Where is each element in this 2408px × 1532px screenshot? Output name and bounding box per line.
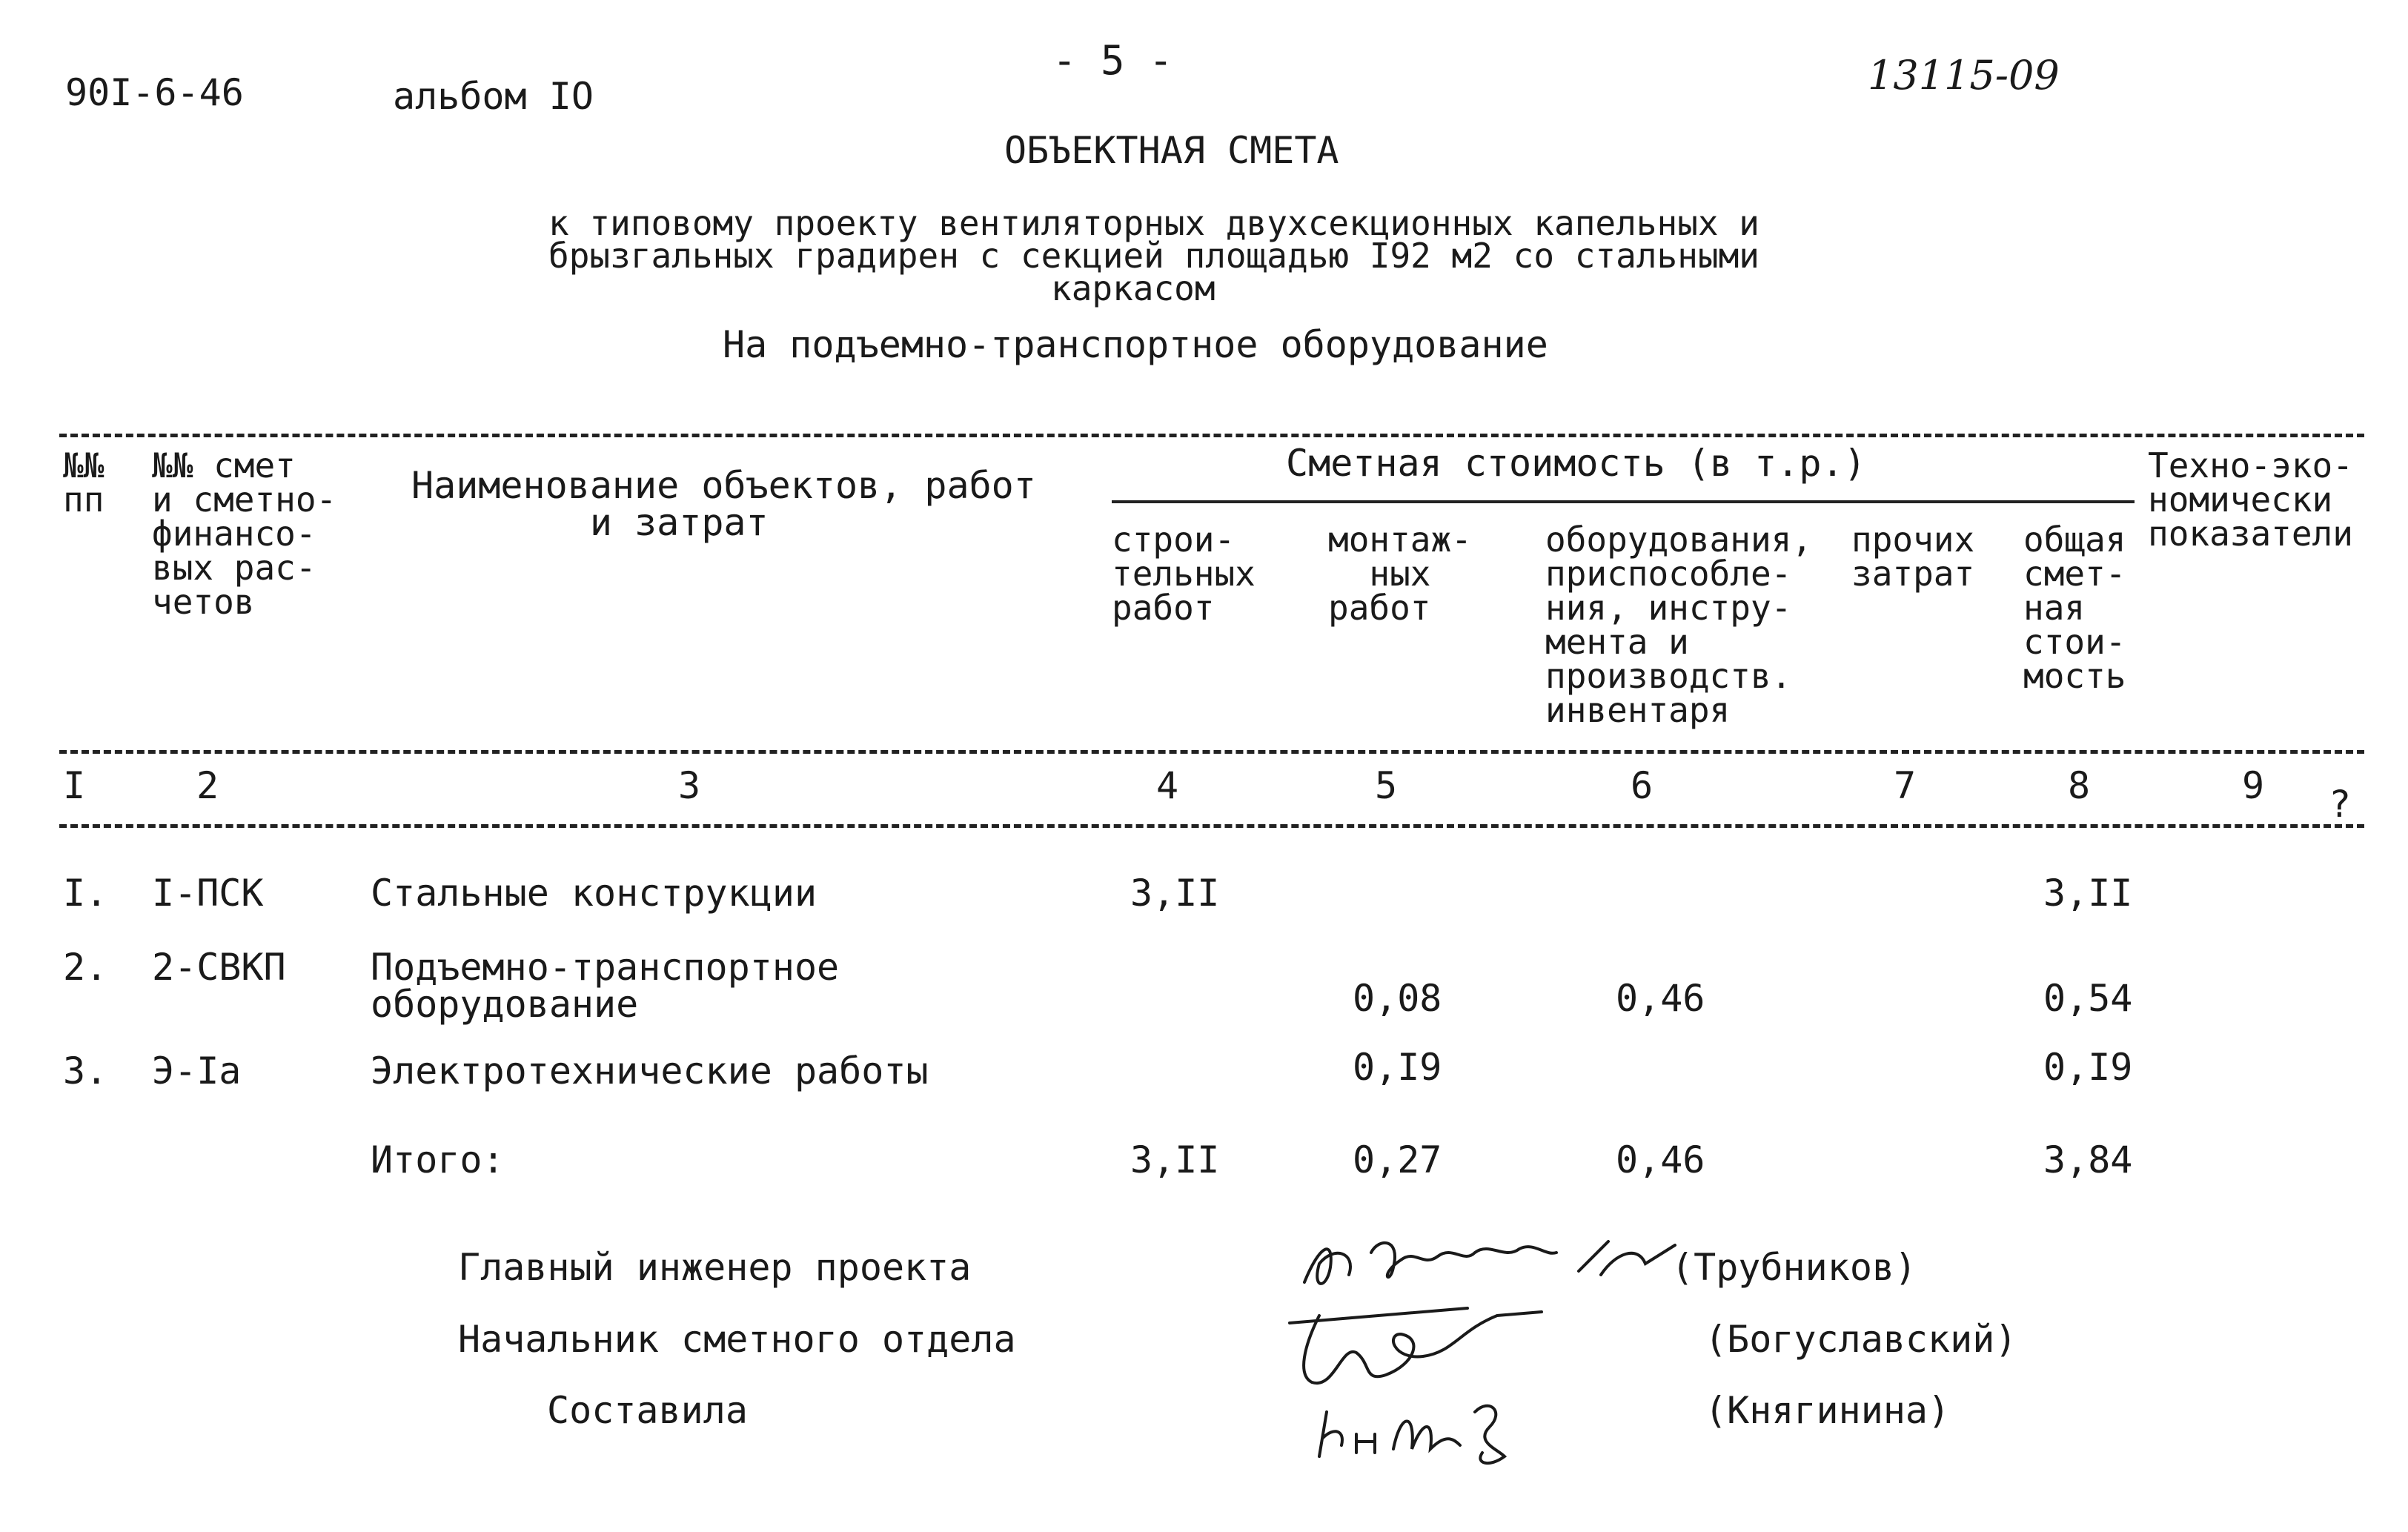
column-number-7: 7 xyxy=(1894,764,1917,807)
signature-role-chief-engineer: Главный инженер проекта xyxy=(458,1246,972,1289)
signature-name-compiler: (Княгинина) xyxy=(1705,1389,1951,1432)
header-installation-works: монтаж- ных работ xyxy=(1328,520,1472,628)
header-technical-indicators: Техно-эко- номически показатели xyxy=(2148,445,2353,554)
subtitle-line-3: каркасом xyxy=(1051,268,1215,308)
column-number-1: I xyxy=(63,764,86,807)
header-construction-works: строи- тельных работ xyxy=(1112,520,1256,628)
table-top-border xyxy=(59,434,2364,437)
column-number-4: 4 xyxy=(1156,764,1179,807)
subtitle-line-1: к типовому проекту вентиляторных двухсекционных капельных и xyxy=(548,203,1759,243)
handwritten-number: 13115-09 xyxy=(1868,52,2060,99)
signature-name-estimate-head: (Богуславский) xyxy=(1705,1318,2017,1361)
total-equipment: 0,46 xyxy=(1616,1138,1705,1181)
header-equipment: оборудования, приспособле- ния, инстру- мента и производств. инвентаря xyxy=(1545,520,1813,730)
column-number-3: 3 xyxy=(678,764,701,807)
subtitle-line-2: брызгальных градирен с секцией площадью I92 м2 со стальными xyxy=(548,236,1759,276)
column-number-2: 2 xyxy=(196,764,219,807)
header-bottom-border xyxy=(59,750,2364,754)
signature-role-estimate-head: Начальник сметного отдела xyxy=(458,1318,1016,1361)
row-1-name: Стальные конструкции xyxy=(371,872,817,915)
row-1-total: 3,II xyxy=(2043,872,2133,915)
document-code: 90I-6-46 xyxy=(65,71,244,114)
row-3-number: 3. xyxy=(63,1049,108,1092)
row-2-total: 0,54 xyxy=(2043,977,2133,1020)
row-1-number: I. xyxy=(63,872,108,915)
row-3-installation: 0,I9 xyxy=(1353,1046,1442,1089)
row-2-installation: 0,08 xyxy=(1353,977,1442,1020)
group-header-underline xyxy=(1112,500,2135,503)
header-other-costs: прочих затрат xyxy=(1851,520,1975,594)
total-construction: 3,II xyxy=(1130,1138,1220,1181)
row-1-code: I-ПСК xyxy=(152,872,264,915)
column-number-6: 6 xyxy=(1631,764,1654,807)
signature-scribble-chief-engineer xyxy=(1290,1223,1705,1304)
row-3-total: 0,I9 xyxy=(2043,1046,2133,1089)
row-2-equipment: 0,46 xyxy=(1616,977,1705,1020)
row-1-construction: 3,II xyxy=(1130,872,1220,915)
header-total-cost: общая смет- ная стои- мость xyxy=(2023,520,2126,696)
row-2-name: Подъемно-транспортное оборудование xyxy=(371,946,840,1026)
column-number-5: 5 xyxy=(1375,764,1398,807)
header-object-name: Наименование объектов, работ и затрат xyxy=(411,464,1036,544)
total-label: Итого: xyxy=(371,1138,505,1181)
total-sum: 3,84 xyxy=(2043,1138,2133,1181)
header-row-number: №№ пп xyxy=(63,445,105,520)
scope-title: На подъемно-транспортное оборудование xyxy=(723,323,1548,366)
column-number-8: 8 xyxy=(2068,764,2091,807)
page-number: - 5 - xyxy=(1052,37,1173,84)
signature-role-compiler: Составила xyxy=(547,1389,748,1432)
document-title: ОБЪЕКТНАЯ СМЕТА xyxy=(1004,129,1339,172)
column-number-9: 9 xyxy=(2242,764,2265,807)
column-numbers-bottom-border xyxy=(59,824,2364,828)
album-label: альбом IO xyxy=(393,75,594,118)
column-mark: ? xyxy=(2329,783,2352,826)
signature-scribble-compiler xyxy=(1304,1367,1542,1471)
signature-name-chief-engineer: (Трубников) xyxy=(1671,1246,1917,1289)
total-installation: 0,27 xyxy=(1353,1138,1442,1181)
row-2-code: 2-СВКП xyxy=(152,946,286,989)
header-estimate-cost-group: Сметная стоимость (в т.р.) xyxy=(1286,442,1866,485)
row-2-number: 2. xyxy=(63,946,108,989)
row-3-name: Электротехнические работы xyxy=(371,1049,929,1092)
header-estimate-number: №№ смет и сметно- финансо- вых рас- четов xyxy=(152,445,337,622)
row-3-code: Э-Iа xyxy=(152,1049,242,1092)
